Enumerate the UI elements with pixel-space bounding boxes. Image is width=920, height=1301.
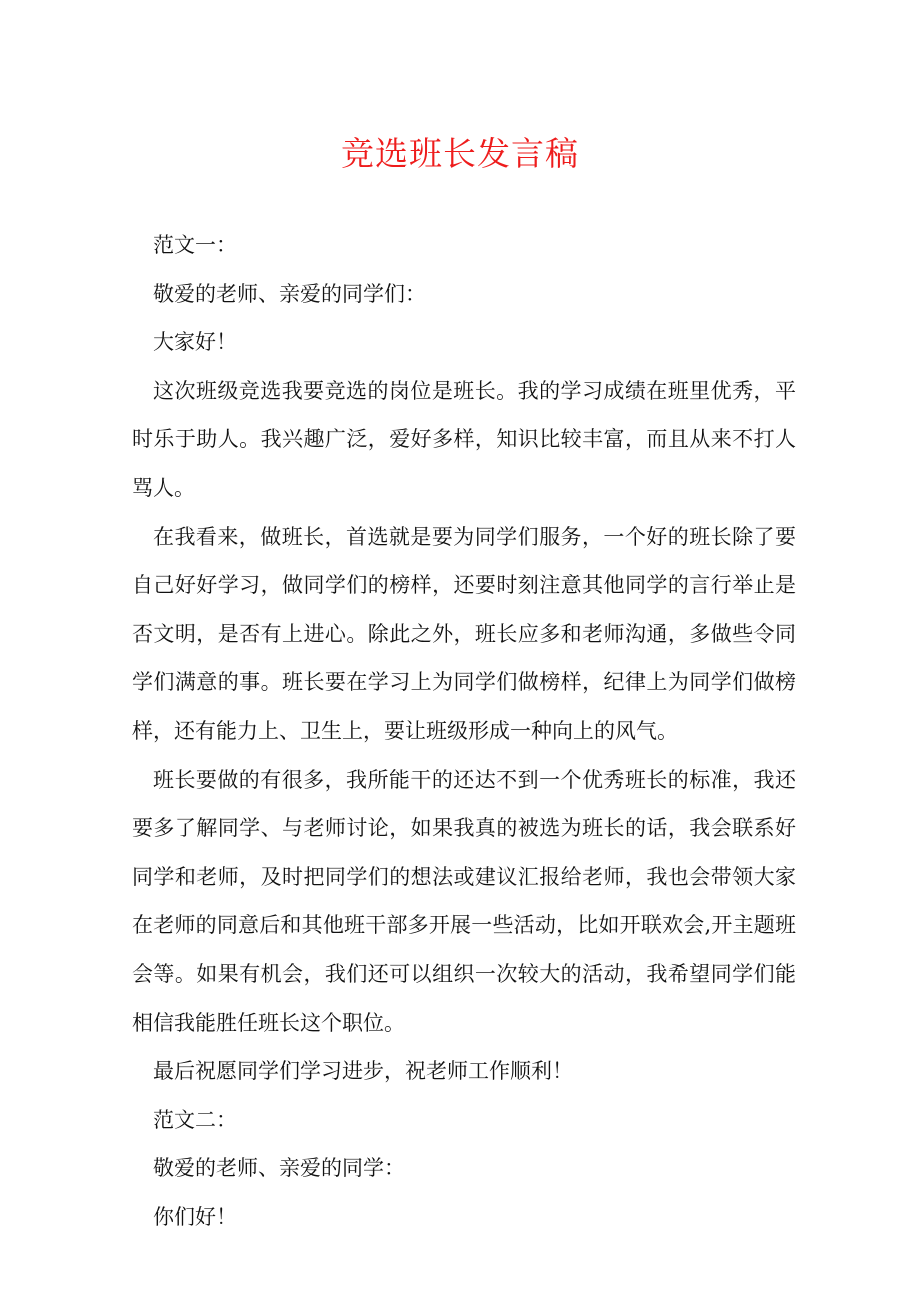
paragraph-sample-two-heading: 范文二： — [153, 1107, 237, 1132]
paragraph-greeting-two: 你们好！ — [153, 1204, 237, 1229]
paragraph-introduction: 这次班级竞选我要竞选的岗位是班长。我的学习成绩在班里优秀，平时乐于助人。我兴趣广泛，爱好多样，知识比较丰富，而且从来不打人骂人。 — [132, 378, 796, 500]
document-body — [132, 221, 796, 1241]
paragraph-salutation-two: 敬爱的老师、亲爱的同学： — [153, 1156, 405, 1181]
paragraph-sample-one-heading: 范文一： — [153, 233, 237, 257]
paragraph-closing-wishes: 最后祝愿同学们学习进步，祝老师工作顺利！ — [153, 1059, 573, 1084]
paragraph-salutation: 敬爱的老师、亲爱的同学们： — [153, 281, 426, 306]
document-title: 竞选班长发言稿 — [341, 134, 579, 173]
paragraph-role-view: 在我看来，做班长，首选就是要为同学们服务，一个好的班长除了要自己好好学习，做同学们的榜样，还要时刻注意其他同学的言行举止是否文明，是否有上进心。除此之外，班长应多和老师沟通，多做些令同学们满意的事。班长要在学习上为同学们做榜样，纪律上为同学们做榜样，还有能力上、卫生上，要让班级形成一种向上的风气。 — [132, 524, 796, 743]
paragraph-plans: 班长要做的有很多，我所能干的还达不到一个优秀班长的标准，我还要多了解同学、与老师讨论，如果我真的被选为班长的话，我会联系好同学和老师，及时把同学们的想法或建议汇报给老师，我也会带领大家在老师的同意后和其他班干部多开展一些活动，比如开联欢会,开主题班会等。如果有机会，我们还可以组织一次较大的活动，我希望同学们能相信我能胜任班长这个职位。 — [132, 767, 796, 1035]
paragraph-greeting: 大家好！ — [153, 330, 237, 355]
